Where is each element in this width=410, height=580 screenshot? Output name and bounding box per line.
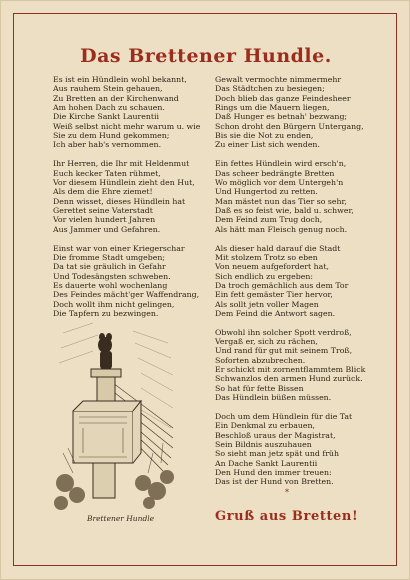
stanza	[215, 244, 375, 319]
verse-line: Schwanzlos den armen Hund zurück.	[215, 374, 363, 384]
verse-line: Schon droht den Bürgern Untergang,	[215, 121, 364, 131]
verse-line: Das Hündlein büßen müssen.	[215, 393, 332, 403]
verse-line: Zu einer List sich wenden.	[215, 140, 320, 150]
verse-line: Und Todesängsten schweben.	[53, 271, 171, 281]
verse-line: Zu Bretten an der Kirchenwand	[53, 93, 179, 103]
verse-line: So hat für fette Bissen	[215, 383, 304, 393]
verse-line: Ich aber hab's vernommen.	[53, 140, 162, 150]
verse-line: Es dauerte wohl wochenlang	[53, 280, 168, 290]
verse-line: Die Kirche Sankt Laurentii	[53, 112, 160, 122]
verse-line: Da troch gemächlich aus dem Tor	[215, 280, 349, 290]
stanza	[215, 159, 375, 234]
church-dog-sketch	[53, 313, 178, 528]
separator-asterisk: *	[285, 488, 289, 497]
verse-line: Vor diesem Hündlein zieht den Hut,	[53, 177, 195, 187]
verse-line: Sein Bildnis auszuhauen	[215, 440, 312, 450]
verse-line: Da tat sie gräulich in Gefahr	[53, 262, 166, 272]
stanza	[215, 412, 375, 487]
verse-line: Das ist der Hund von Bretten.	[215, 477, 334, 487]
verse-line: Den Hund den immer treuen:	[215, 468, 332, 478]
verse-line: Es ist ein Hündlein wohl bekannt,	[53, 75, 187, 84]
verse-line: Wo möglich vor dem Untergeh'n	[215, 177, 344, 187]
verse-line: Weiß selbst nicht mehr warum u. wie	[53, 121, 201, 131]
verse-line: Einst war von einer Kriegerschar	[53, 243, 185, 253]
verse-line: Obwohl ihn solcher Spott verdroß,	[215, 327, 352, 337]
verse-line: Vergaß er, sich zu rächen,	[215, 337, 318, 347]
verse-line: Ein fettes Hündlein wird ersch'n,	[215, 159, 347, 169]
verse-line: Dem Feind zum Trug doch,	[215, 215, 323, 225]
verse-line: Des Feindes mächt'ger Waffendrang,	[53, 290, 200, 300]
verse-line: Ein Denkmal zu erbauen,	[215, 421, 316, 431]
verse-line: Als hätt man Fleisch genug noch.	[215, 224, 348, 234]
right-column	[215, 75, 375, 496]
verse-line: An Dache Sankt Laurentii	[215, 458, 318, 468]
verse-line: Dem Feind die Antwort sagen.	[215, 308, 336, 318]
verse-line: Beschloß uraus der Magistrat,	[215, 430, 336, 440]
verse-line: So sieht man jetz spät und früh	[215, 449, 339, 459]
poem-title: Das Brettener Hundle.	[80, 45, 332, 67]
verse-line: Die Tapfern zu bezwingen.	[53, 308, 159, 318]
stanza	[53, 159, 213, 234]
stanza	[53, 75, 213, 150]
verse-line: Die fromme Stadt umgeben;	[53, 252, 166, 262]
stanza	[215, 328, 375, 403]
verse-line: Und rand für gut mit seinem Troß,	[215, 346, 353, 356]
verse-line: Euch kecker Taten rühmet,	[53, 168, 161, 178]
verse-line: Soforten abzubrechen.	[215, 355, 306, 365]
verse-line: Vor vielen hundert Jahren	[53, 215, 156, 225]
greeting-text: Gruß aus Bretten!	[215, 509, 359, 524]
verse-line: Denn wisset, dieses Hündlein hat	[53, 196, 186, 206]
verse-line: Daß Hunger es betnah' bezwang;	[215, 112, 348, 122]
stanza	[215, 75, 375, 150]
verse-line: Ihr Herren, die Ihr mit Heldenmut	[53, 159, 190, 169]
verse-line: Als dieser hald darauf die Stadt	[215, 243, 341, 253]
verse-line: Das Städtchen zu besiegen;	[215, 84, 325, 94]
verse-line: Und Hungertod zu retten.	[215, 187, 318, 197]
verse-line: Man mästet nun das Tier so sehr,	[215, 196, 347, 206]
verse-line: Bis sie die Not zu enden,	[215, 131, 314, 141]
verse-line: Aus Jammer und Gefahren.	[53, 224, 161, 234]
verse-line: Doch wollt ihm nicht gelingen,	[53, 299, 175, 309]
stanza	[53, 244, 213, 319]
verse-line: Daß es so feist wie, bald u. schwer,	[215, 205, 354, 215]
verse-line: Mit stolzem Trotz so eben	[215, 252, 318, 262]
verse-line: Das scheer bedrängte Bretten	[215, 168, 335, 178]
left-column	[53, 75, 213, 328]
verse-line: Am hohen Dach zu schauen.	[53, 103, 165, 113]
image-caption: Brettener Hundle	[87, 514, 155, 523]
verse-line: Als sollt jetn voller Magen	[215, 299, 319, 309]
verse-line: Gerettet seine Vaterstadt	[53, 205, 153, 215]
verse-line: Rings um die Mauern liegen,	[215, 103, 330, 113]
verse-line: Doch um dem Hündlein für die Tat	[215, 412, 353, 421]
verse-line: Von neuem aufgefordert hat,	[215, 262, 329, 272]
verse-line: Er schickt mit zornentflammtem Blick	[215, 365, 366, 375]
verse-line: Aus rauhem Stein gehauen,	[53, 84, 163, 94]
verse-line: Gewalt vermochte nimmermehr	[215, 75, 342, 84]
dog-statue-drawing	[53, 313, 178, 528]
verse-line: Doch blieb das ganze Feindesheer	[215, 93, 351, 103]
verse-line: Sich endlich zu ergeben:	[215, 271, 313, 281]
verse-line: Sie zu dem Hund gekommen;	[53, 131, 170, 141]
verse-line: Ein fett gemäster Tier hervor,	[215, 290, 333, 300]
verse-line: Als dem die Ehre ziemet!	[53, 187, 153, 197]
